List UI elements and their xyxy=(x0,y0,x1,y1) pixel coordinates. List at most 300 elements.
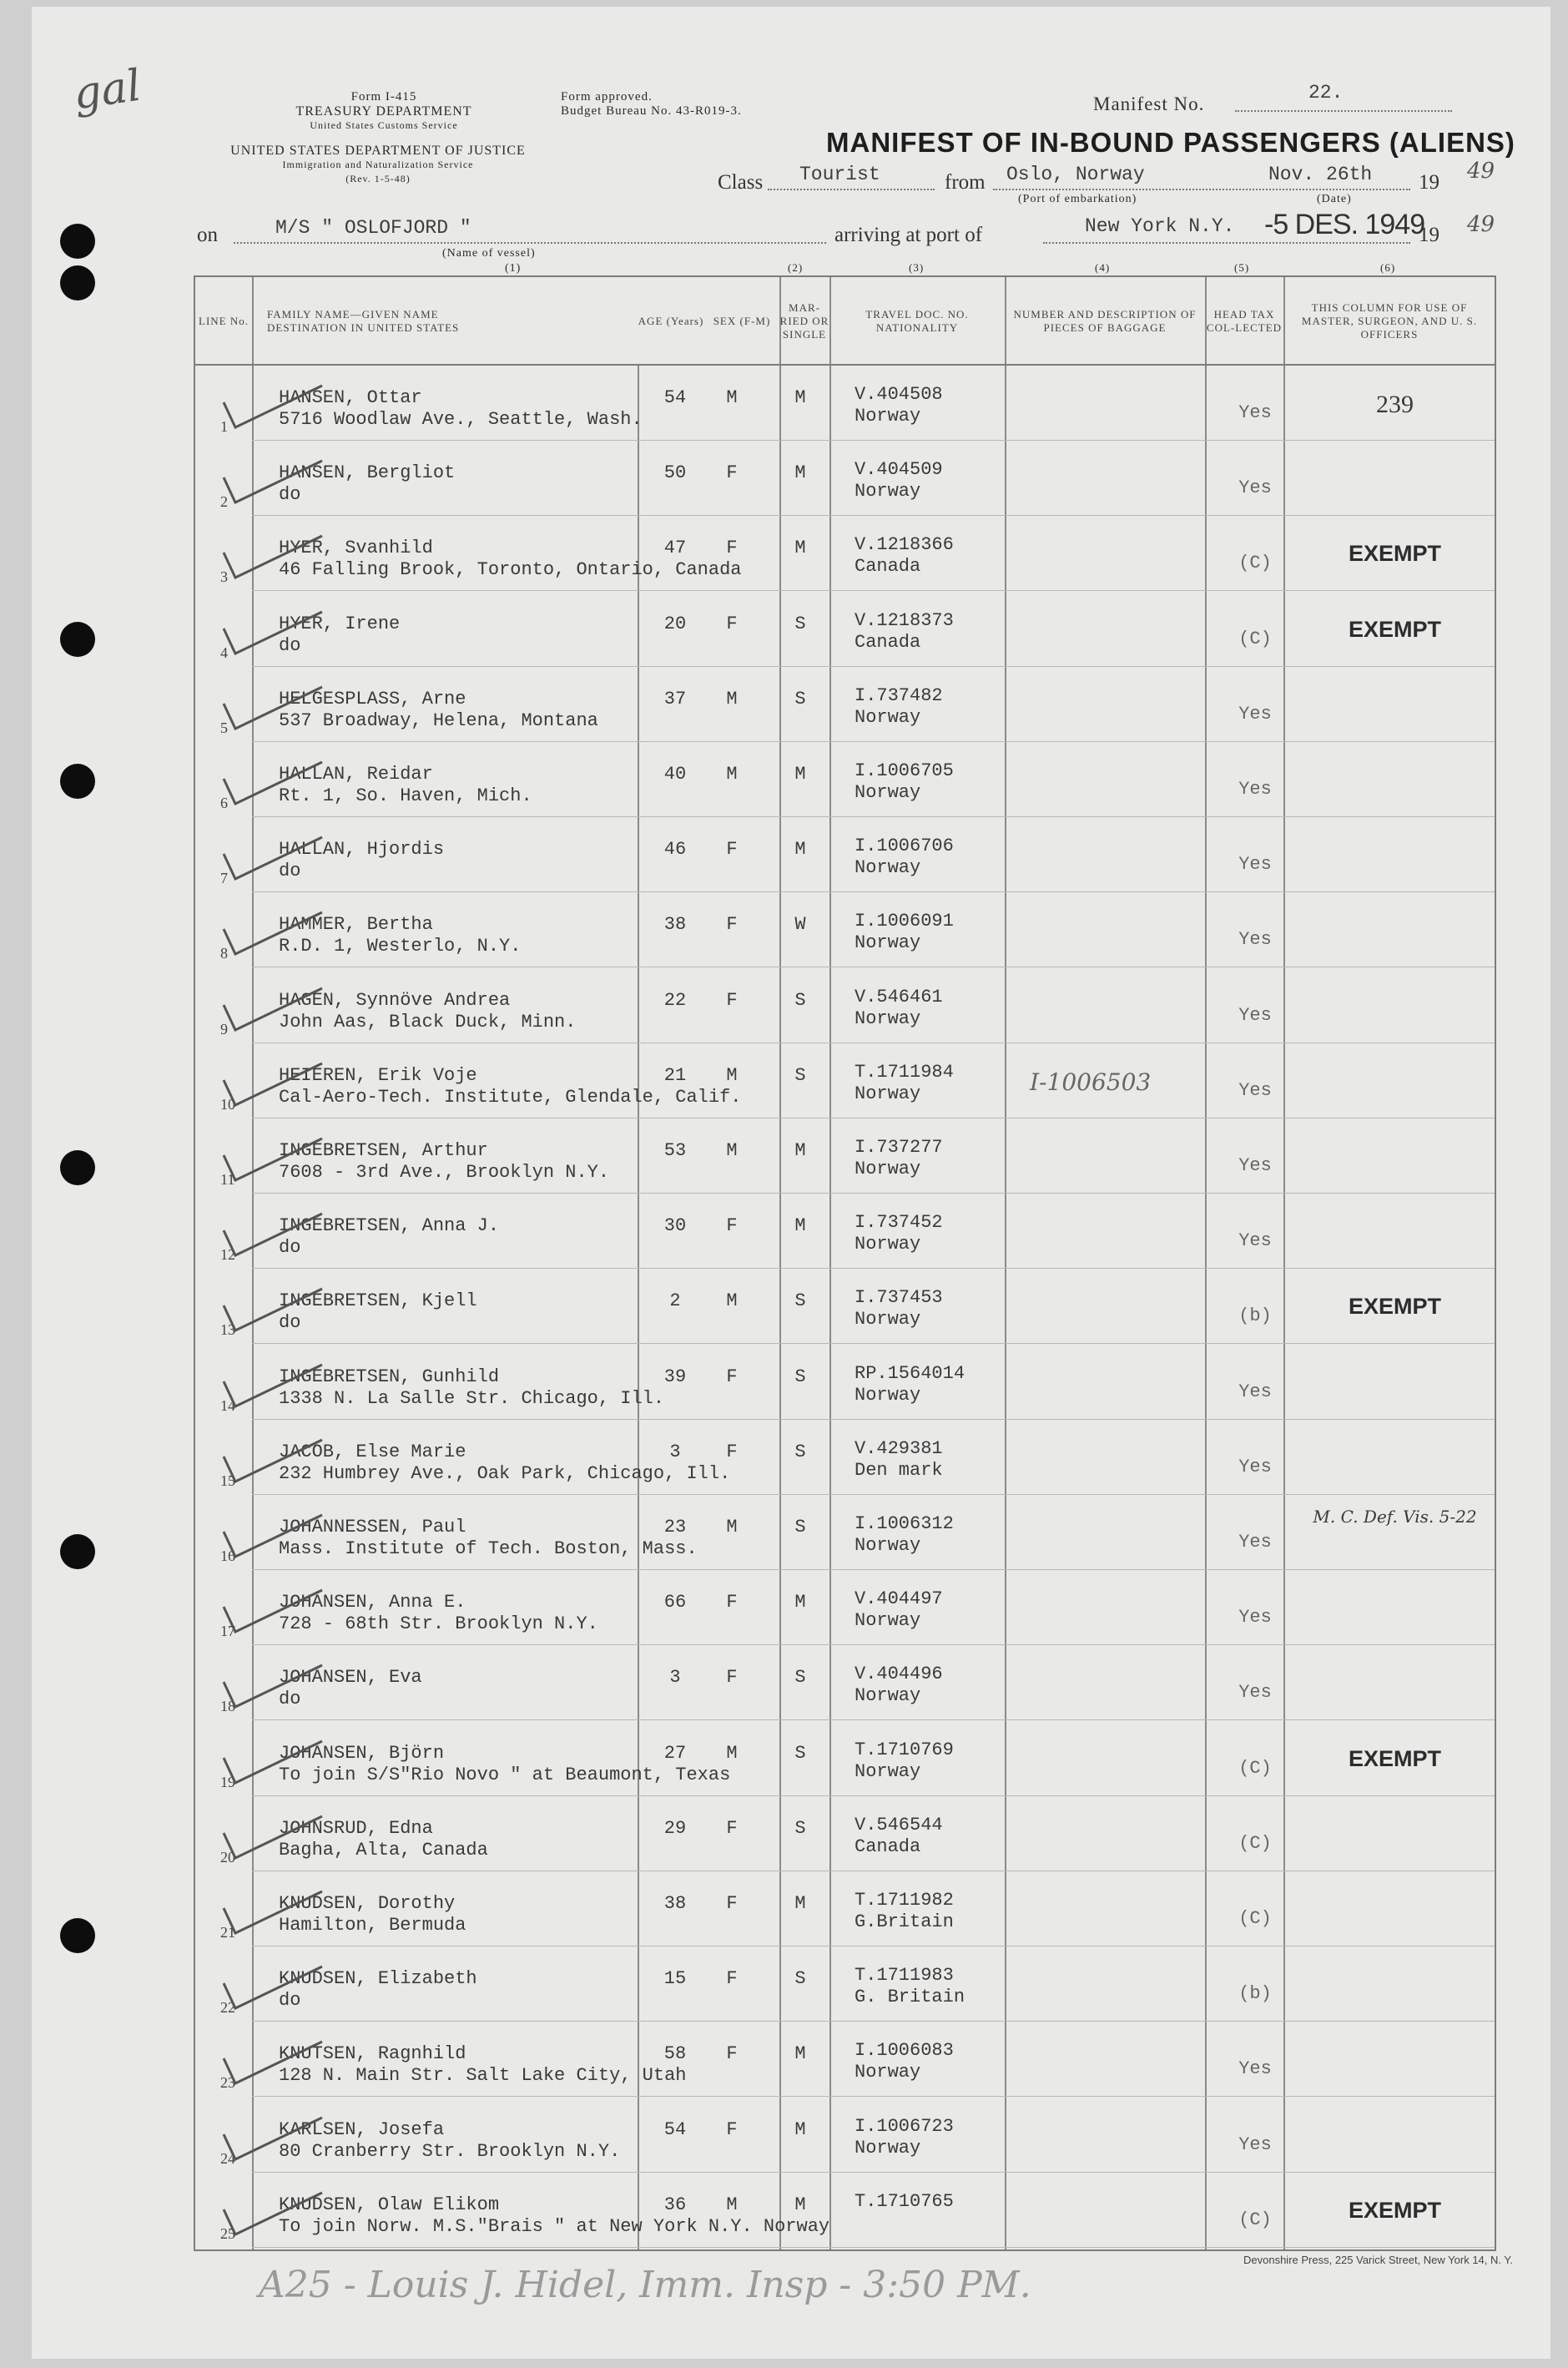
nationality: Norway xyxy=(855,706,921,728)
travel-doc-no: I.737453 xyxy=(855,1287,943,1309)
nationality: Norway xyxy=(855,406,921,427)
nationality: Norway xyxy=(855,1685,921,1707)
officer-note: EXEMPT xyxy=(1348,1745,1442,1771)
nationality: Norway xyxy=(855,932,921,954)
on-label: on xyxy=(197,224,218,246)
check-mark-icon xyxy=(220,1796,329,1863)
passenger-name: JOHANSEN, Anna E. xyxy=(279,1592,466,1613)
line-number: 7 xyxy=(220,870,228,887)
age: 50 xyxy=(663,462,687,484)
check-mark-icon xyxy=(220,2173,329,2239)
marital-status: S xyxy=(794,688,806,709)
vessel-caption: (Name of vessel) xyxy=(442,247,536,260)
travel-doc-no: I.1006706 xyxy=(855,836,954,857)
line-number: 20 xyxy=(220,1848,235,1866)
table-row xyxy=(195,1194,1495,1269)
passenger-table xyxy=(194,261,1496,2251)
passenger-name: KNUDSEN, Elizabeth xyxy=(279,1968,477,1990)
line-number: 15 xyxy=(220,1472,235,1489)
head-tax: Yes xyxy=(1238,1004,1272,1026)
passenger-name: HALLAN, Hjordis xyxy=(279,839,445,861)
check-mark-icon xyxy=(220,742,329,809)
destination: do xyxy=(279,1312,301,1334)
sex: M xyxy=(726,2194,738,2215)
marital-status: M xyxy=(794,839,806,861)
passenger-name: JACOB, Else Marie xyxy=(279,1441,466,1462)
binder-hole xyxy=(60,1150,95,1185)
justice-dept: UNITED STATES DEPARTMENT OF JUSTICE xyxy=(230,144,526,158)
travel-doc-no: V.546544 xyxy=(855,1814,943,1835)
officer-note: M. C. Def. Vis. 5-22 xyxy=(1313,1507,1477,1527)
nationality: Norway xyxy=(855,2137,921,2158)
marital-status: S xyxy=(794,1366,806,1387)
binder-hole xyxy=(60,1918,95,1953)
col-head-sex: SEX (F-M) xyxy=(713,314,771,327)
nationality: Norway xyxy=(855,1535,921,1556)
arrival-port: New York N.Y. xyxy=(1085,215,1235,237)
head-tax: Yes xyxy=(1238,1155,1272,1176)
line-number: 4 xyxy=(220,644,228,661)
col-head-age: AGE (Years) xyxy=(638,314,704,327)
head-tax: Yes xyxy=(1238,2058,1272,2080)
destination: 728 - 68th Str. Brooklyn N.Y. xyxy=(279,1613,598,1635)
sex: F xyxy=(726,1215,738,1237)
passenger-name: KNUDSEN, Dorothy xyxy=(279,1893,456,1914)
age: 58 xyxy=(663,2043,687,2065)
head-tax: Yes xyxy=(1238,1607,1272,1628)
check-mark-icon xyxy=(220,1645,329,1712)
destination: 46 Falling Brook, Toronto, Ontario, Canada xyxy=(279,559,742,581)
line-number: 11 xyxy=(220,1171,235,1188)
nationality: Norway xyxy=(855,782,921,803)
age: 47 xyxy=(663,538,687,559)
nationality: Norway xyxy=(855,1159,921,1179)
head-tax: (b) xyxy=(1238,1305,1272,1327)
table-row xyxy=(195,516,1495,591)
date-caption: (Date) xyxy=(1317,193,1352,205)
destination: 232 Humbrey Ave., Oak Park, Chicago, Ill. xyxy=(279,1462,731,1484)
destination: do xyxy=(279,484,301,506)
check-mark-icon xyxy=(220,2098,329,2164)
check-mark-icon xyxy=(220,968,329,1035)
passenger-name: HEIEREN, Erik Voje xyxy=(279,1064,477,1086)
officer-note: EXEMPT xyxy=(1348,2197,1442,2223)
destination: 1338 N. La Salle Str. Chicago, Ill. xyxy=(279,1387,665,1409)
travel-doc-no: I.1006705 xyxy=(855,760,954,781)
destination: To join Norw. M.S."Brais " at New York N.Y. Norway xyxy=(279,2215,830,2237)
sex: F xyxy=(726,1893,738,1914)
check-mark-icon xyxy=(220,1495,329,1562)
col-number: (3) xyxy=(909,261,925,274)
vessel-name: M/S " OSLOFJORD " xyxy=(275,217,471,239)
travel-doc-no: RP.1564014 xyxy=(855,1362,966,1384)
passenger-name: KNUDSEN, Olaw Elikom xyxy=(279,2194,500,2215)
printer-credit: Devonshire Press, 225 Varick Street, New York 14, N. Y. xyxy=(1243,2254,1513,2266)
head-tax: Yes xyxy=(1238,1079,1272,1101)
table-row xyxy=(195,1570,1495,1645)
head-tax: Yes xyxy=(1238,1532,1272,1553)
table-row xyxy=(195,2098,1495,2173)
sex: F xyxy=(726,989,738,1011)
marital-status: S xyxy=(794,989,806,1011)
sex: F xyxy=(726,1592,738,1613)
col-head-married: MAR-RIED OR SINGLE xyxy=(779,300,829,341)
nationality: Canada xyxy=(855,631,921,653)
binder-hole xyxy=(60,764,95,799)
travel-doc-no: I.1006723 xyxy=(855,2115,954,2137)
head-tax: (C) xyxy=(1238,1832,1272,1854)
age: 54 xyxy=(663,387,687,408)
sex: F xyxy=(726,538,738,559)
check-mark-icon xyxy=(220,1269,329,1335)
passenger-name: KARLSEN, Josefa xyxy=(279,2118,445,2140)
age: 22 xyxy=(663,989,687,1011)
col-number: (4) xyxy=(1095,261,1111,274)
col-head-tax: HEAD TAX COL-LECTED xyxy=(1206,307,1283,334)
inspector-signature: A25 - Louis J. Hidel, Imm. Insp - 3:50 PM. xyxy=(259,2264,1031,2306)
check-mark-icon xyxy=(220,441,329,507)
check-mark-icon xyxy=(220,1946,329,2013)
sex: F xyxy=(726,462,738,484)
marital-status: S xyxy=(794,1817,806,1839)
passenger-name: HYER, Svanhild xyxy=(279,538,433,559)
destination: To join S/S"Rio Novo " at Beaumont, Texas xyxy=(279,1764,731,1785)
head-tax: (C) xyxy=(1238,2209,1272,2230)
head-tax: Yes xyxy=(1238,929,1272,951)
age: 15 xyxy=(663,1968,687,1990)
row-rule xyxy=(252,2247,1495,2248)
col-head-doc: TRAVEL DOC. NO. NATIONALITY xyxy=(865,307,969,334)
table-row xyxy=(195,366,1495,441)
marital-status: W xyxy=(794,914,806,936)
passenger-name: HALLAN, Reidar xyxy=(279,764,433,785)
marital-status: S xyxy=(794,1742,806,1764)
arriving-label: arriving at port of xyxy=(834,224,983,246)
destination: 537 Broadway, Helena, Montana xyxy=(279,709,598,731)
passenger-name: INGEBRETSEN, Kjell xyxy=(279,1290,477,1312)
sex: F xyxy=(726,1968,738,1990)
nationality: Norway xyxy=(855,1760,921,1782)
age: 39 xyxy=(663,1366,687,1387)
check-mark-icon xyxy=(220,1194,329,1260)
from-label: from xyxy=(945,171,986,194)
destination: 7608 - 3rd Ave., Brooklyn N.Y. xyxy=(279,1162,610,1183)
passenger-name: KNUTSEN, Ragnhild xyxy=(279,2043,466,2065)
binder-hole xyxy=(60,622,95,657)
sex: F xyxy=(726,1366,738,1387)
sex: M xyxy=(726,1140,738,1161)
check-mark-icon xyxy=(220,892,329,959)
head-tax: (C) xyxy=(1238,628,1272,649)
officer-note: EXEMPT xyxy=(1348,541,1442,567)
marital-status: S xyxy=(794,1064,806,1086)
line-number: 14 xyxy=(220,1396,235,1414)
sex: M xyxy=(726,1290,738,1312)
age: 38 xyxy=(663,1893,687,1914)
check-mark-icon xyxy=(220,1043,329,1110)
line-number: 12 xyxy=(220,1246,235,1264)
marital-status: M xyxy=(794,538,806,559)
travel-doc-no: V.404496 xyxy=(855,1664,943,1685)
manifest-no-label: Manifest No. xyxy=(1093,93,1205,114)
col-head-name: FAMILY NAME—GIVEN NAME DESTINATION IN UNITED STATES xyxy=(267,307,460,334)
table-row xyxy=(195,592,1495,667)
line-number: 25 xyxy=(220,2224,235,2242)
binder-hole xyxy=(60,265,95,300)
from-line xyxy=(993,189,1410,190)
destination: do xyxy=(279,1990,301,2012)
line-number: 16 xyxy=(220,1548,235,1564)
manifest-no: 22. xyxy=(1308,82,1344,104)
age: 38 xyxy=(663,914,687,936)
line-number: 8 xyxy=(220,945,228,962)
marital-status: M xyxy=(794,387,806,408)
table-row xyxy=(195,1796,1495,1871)
officer-note: EXEMPT xyxy=(1348,616,1442,642)
travel-doc-no: T.1710769 xyxy=(855,1739,954,1760)
head-tax: Yes xyxy=(1238,779,1272,800)
year-prefix-2: 19 xyxy=(1419,224,1439,246)
table-row xyxy=(195,892,1495,967)
check-mark-icon xyxy=(220,667,329,734)
line-number: 5 xyxy=(220,719,228,736)
table-row xyxy=(195,1721,1495,1796)
sex: F xyxy=(726,613,738,634)
line-number: 2 xyxy=(220,493,228,511)
marital-status: S xyxy=(794,1968,806,1990)
nationality: Norway xyxy=(855,481,921,502)
binder-hole xyxy=(60,1534,95,1569)
check-mark-icon xyxy=(220,1420,329,1487)
line-number: 23 xyxy=(220,2074,235,2092)
customs-service: United States Customs Service xyxy=(310,119,458,131)
class-value: Tourist xyxy=(799,164,880,185)
passenger-name: HYER, Irene xyxy=(279,613,401,634)
head-tax: Yes xyxy=(1238,477,1272,499)
budget-bureau: Budget Bureau No. 43-R019-3. xyxy=(561,104,742,118)
line-number: 6 xyxy=(220,795,228,811)
marital-status: M xyxy=(794,2194,806,2215)
check-mark-icon xyxy=(220,516,329,583)
travel-doc-no: V.429381 xyxy=(855,1437,943,1459)
ins-service: Immigration and Naturalization Service xyxy=(282,159,474,170)
passenger-name: JOHANSEN, Björn xyxy=(279,1742,445,1764)
manifest-no-line xyxy=(1235,110,1452,112)
baggage-note: I-1006503 xyxy=(1030,1068,1152,1096)
travel-doc-no: T.1710765 xyxy=(855,2190,954,2212)
marital-status: S xyxy=(794,1290,806,1312)
sex: F xyxy=(726,839,738,861)
passenger-name: INGEBRETSEN, Anna J. xyxy=(279,1215,500,1237)
line-number: 3 xyxy=(220,568,228,586)
vessel-line xyxy=(234,242,826,244)
destination: R.D. 1, Westerlo, N.Y. xyxy=(279,936,522,957)
table-row xyxy=(195,1420,1495,1495)
age: 2 xyxy=(669,1290,681,1312)
head-tax: Yes xyxy=(1238,1682,1272,1704)
destination: 80 Cranberry Str. Brooklyn N.Y. xyxy=(279,2140,621,2162)
age: 53 xyxy=(663,1140,687,1161)
nationality: Norway xyxy=(855,1309,921,1330)
line-number: 18 xyxy=(220,1698,235,1715)
table-row xyxy=(195,1269,1495,1344)
travel-doc-no: I.737452 xyxy=(855,1212,943,1234)
col-number: (6) xyxy=(1380,261,1396,274)
line-number: 13 xyxy=(220,1321,235,1339)
form-approval xyxy=(561,90,742,119)
age: 3 xyxy=(669,1667,681,1689)
destination: do xyxy=(279,861,301,882)
from-value: Oslo, Norway xyxy=(1006,164,1145,185)
nationality: Canada xyxy=(855,556,921,578)
table-row xyxy=(195,667,1495,742)
sex: M xyxy=(726,764,738,785)
line-number: 22 xyxy=(220,1999,235,2017)
arrival-line xyxy=(1043,242,1410,244)
col-number: (2) xyxy=(788,261,804,274)
form-header-treasury xyxy=(250,90,517,133)
check-mark-icon xyxy=(220,1570,329,1637)
table-row xyxy=(195,1946,1495,2022)
nationality: Norway xyxy=(855,1234,921,1255)
check-mark-icon xyxy=(220,817,329,884)
travel-doc-no: V.404497 xyxy=(855,1588,943,1610)
age: 3 xyxy=(669,1441,681,1462)
line-number: 19 xyxy=(220,1773,235,1790)
officer-note: EXEMPT xyxy=(1348,1294,1442,1320)
age: 40 xyxy=(663,764,687,785)
officer-note: 239 xyxy=(1376,391,1414,418)
travel-doc-no: V.1218373 xyxy=(855,609,954,631)
year-2: 49 xyxy=(1467,212,1495,237)
travel-doc-no: V.404509 xyxy=(855,459,943,481)
age: 21 xyxy=(663,1064,687,1086)
destination: Rt. 1, So. Haven, Mich. xyxy=(279,785,532,806)
head-tax: (b) xyxy=(1238,1983,1272,2005)
destination: 128 N. Main Str. Salt Lake City, Utah xyxy=(279,2065,687,2087)
binder-hole xyxy=(60,224,95,259)
check-mark-icon xyxy=(220,1118,329,1185)
table-row xyxy=(195,817,1495,892)
passenger-name: JOHNSRUD, Edna xyxy=(279,1817,433,1839)
destination: do xyxy=(279,1689,301,1710)
marital-status: M xyxy=(794,2043,806,2065)
travel-doc-no: V.404508 xyxy=(855,384,943,405)
sex: M xyxy=(726,1517,738,1537)
table-row xyxy=(195,441,1495,516)
travel-doc-no: I.1006083 xyxy=(855,2040,954,2062)
check-mark-icon xyxy=(220,592,329,659)
table-row xyxy=(195,2173,1495,2248)
travel-doc-no: I.1006091 xyxy=(855,911,954,932)
head-tax: (C) xyxy=(1238,1757,1272,1779)
age: 36 xyxy=(663,2194,687,2215)
age: 37 xyxy=(663,688,687,709)
head-tax: Yes xyxy=(1238,854,1272,876)
col-number: (5) xyxy=(1234,261,1250,274)
sex: F xyxy=(726,2043,738,2065)
line-number: 24 xyxy=(220,2149,235,2167)
head-tax: (C) xyxy=(1238,1908,1272,1929)
form-revision: (Rev. 1-5-48) xyxy=(345,173,411,184)
destination: Hamilton, Bermuda xyxy=(279,1915,466,1936)
nationality: Norway xyxy=(855,1384,921,1406)
nationality: Norway xyxy=(855,2062,921,2083)
check-mark-icon xyxy=(220,2022,329,2088)
age: 29 xyxy=(663,1817,687,1839)
departure-date: Nov. 26th xyxy=(1268,164,1373,185)
line-number: 1 xyxy=(220,418,228,435)
marital-status: M xyxy=(794,462,806,484)
travel-doc-no: T.1711984 xyxy=(855,1061,954,1083)
table-row xyxy=(195,2022,1495,2097)
passenger-name: HAGEN, Synnöve Andrea xyxy=(279,989,511,1011)
sex: F xyxy=(726,1667,738,1689)
destination: Cal-Aero-Tech. Institute, Glendale, Calif. xyxy=(279,1086,742,1108)
sex: M xyxy=(726,688,738,709)
marital-status: S xyxy=(794,1441,806,1462)
head-tax: Yes xyxy=(1238,402,1272,423)
sex: F xyxy=(726,2118,738,2140)
sex: M xyxy=(726,387,738,408)
travel-doc-no: I.1006312 xyxy=(855,1513,954,1534)
page-title: MANIFEST OF IN-BOUND PASSENGERS (ALIENS) xyxy=(826,127,1515,158)
head-tax: Yes xyxy=(1238,1381,1272,1402)
marital-status: S xyxy=(794,1667,806,1689)
head-tax: Yes xyxy=(1238,1456,1272,1477)
table-row xyxy=(195,742,1495,817)
age: 66 xyxy=(663,1592,687,1613)
line-number: 9 xyxy=(220,1020,228,1038)
table-row xyxy=(195,1043,1495,1118)
line-number: 21 xyxy=(220,1924,235,1941)
marital-status: M xyxy=(794,764,806,785)
age: 54 xyxy=(663,2118,687,2140)
destination: do xyxy=(279,634,301,656)
marital-status: M xyxy=(794,1215,806,1237)
travel-doc-no: I.737482 xyxy=(855,684,943,706)
table-row xyxy=(195,1871,1495,1946)
nationality: Norway xyxy=(855,1610,921,1632)
nationality: Norway xyxy=(855,1007,921,1029)
passenger-name: HAMMER, Bertha xyxy=(279,914,433,936)
check-mark-icon xyxy=(220,1721,329,1788)
travel-doc-no: I.737277 xyxy=(855,1137,943,1158)
travel-doc-no: T.1711982 xyxy=(855,1890,954,1911)
passenger-name: HANSEN, Bergliot xyxy=(279,462,456,484)
destination: Bagha, Alta, Canada xyxy=(279,1839,488,1861)
head-tax: Yes xyxy=(1238,2133,1272,2155)
margin-note: gal xyxy=(70,60,144,120)
sex: F xyxy=(726,1441,738,1462)
head-tax: Yes xyxy=(1238,1230,1272,1252)
head-tax: (C) xyxy=(1238,553,1272,574)
nationality: G. Britain xyxy=(855,1987,966,2008)
head-tax: Yes xyxy=(1238,703,1272,725)
marital-status: M xyxy=(794,1592,806,1613)
nationality: Norway xyxy=(855,1083,921,1104)
marital-status: S xyxy=(794,1517,806,1537)
check-mark-icon xyxy=(220,1345,329,1411)
class-label: Class xyxy=(718,171,764,194)
destination: Mass. Institute of Tech. Boston, Mass. xyxy=(279,1538,698,1559)
passenger-name: HANSEN, Ottar xyxy=(279,387,422,408)
destination: John Aas, Black Duck, Minn. xyxy=(279,1011,577,1033)
passenger-name: JOHANNESSEN, Paul xyxy=(279,1517,466,1537)
year-prefix-1: 19 xyxy=(1419,171,1439,194)
table-row xyxy=(195,1118,1495,1194)
col-head-use: THIS COLUMN FOR USE OF MASTER, SURGEON, AND U. S. OFFICERS xyxy=(1301,300,1478,341)
